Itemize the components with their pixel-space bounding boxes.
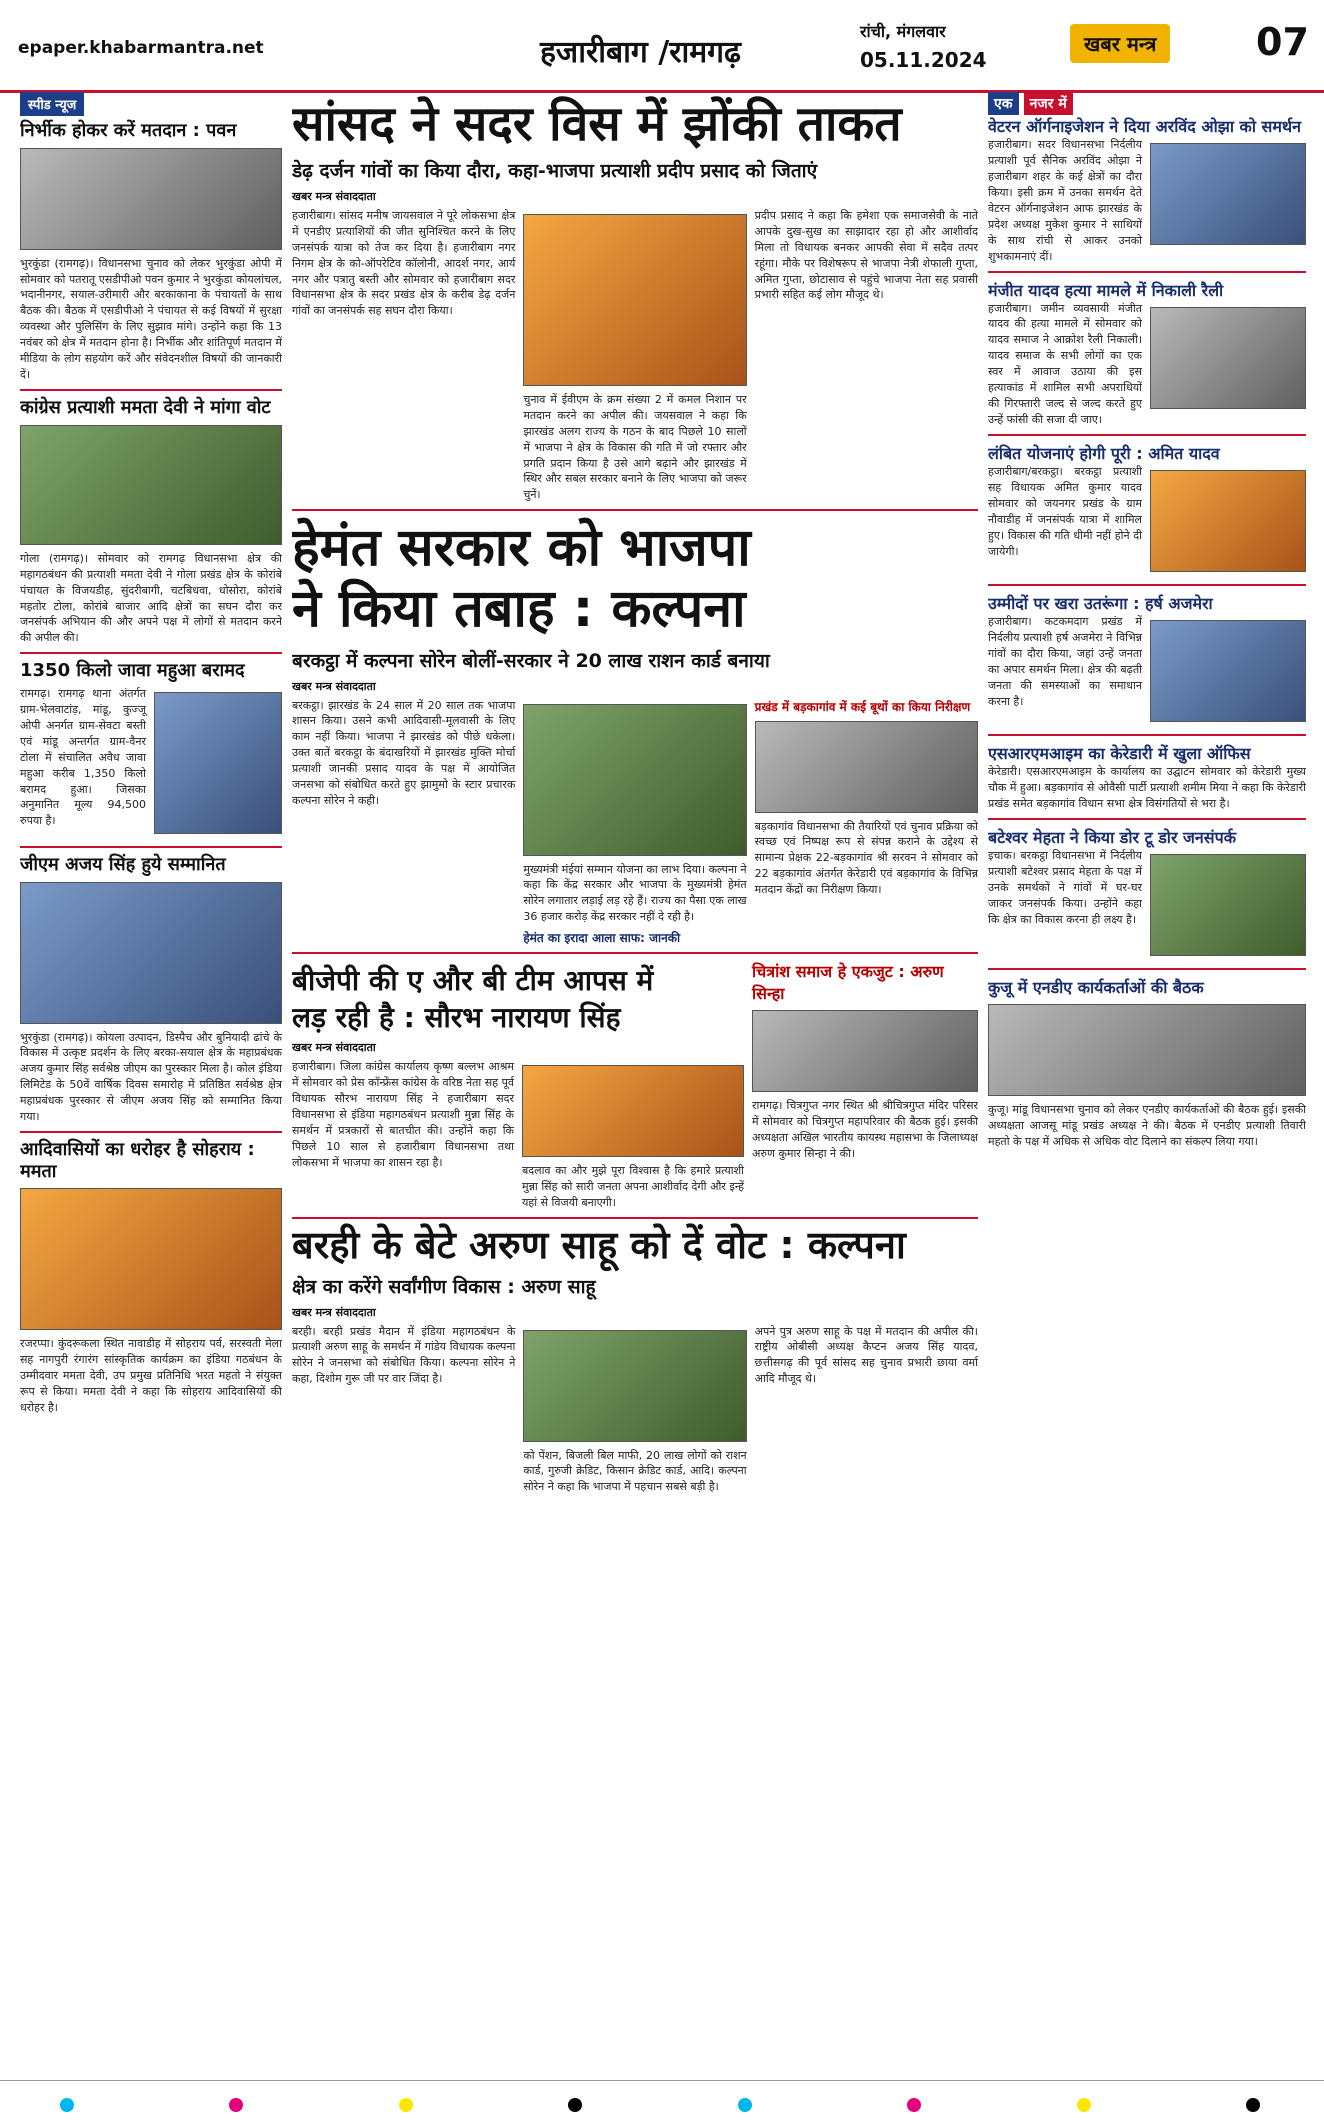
story-body: को पेंशन, बिजली बिल माफी, 20 लाख लोगों को राशन कार्ड, गुरुजी क्रेडिट, किसान क्रेडिट कार्ड, आदि। कल्पना सोरेन ने कहा कि भाजपा में पहचान सबसे बड़ी है। — [523, 1448, 747, 1494]
story-body: चुनाव में ईवीएम के क्रम संख्या 2 में कमल निशान पर मतदान करने का अपील की। जयसवाल ने कहा कि झारखंड अलग राज्य के गठन के बाद पिछले 10 सालों में भाजपा ने क्षेत्र के विकास की गति में जो रफ्तार और प्रगति प्रदान किया है उसे आगे बढ़ाने और झारखंड में स्थिर और सबल सरकार बनाने के लिए भाजपा को जरूर चुनें। — [523, 392, 747, 502]
rally-photo — [523, 1330, 746, 1442]
story-title[interactable]: निर्भीक होकर करें मतदान : पवन — [20, 120, 237, 141]
story-body: इचाक। बरकट्ठा विधानसभा में निर्दलीय प्रत्याशी बटेश्वर प्रसाद मेहता के पक्ष में उनके समर्थकों ने गांवों में घर-घर जाकर जनसंपर्क किया। उन्होंने कहा कि क्षेत्र का विकास करना ही लक्ष्य है। — [988, 848, 1142, 926]
divider — [20, 389, 282, 391]
story-body: रामगढ़। रामगढ़ थाना अंतर्गत ग्राम-भेलवाटांड़, मांडू, कुज्जू ओपी अनर्गत ग्राम-सेवटा बस्ती एवं मांडू अन्तर्गत ग्राम-वैनर टोला में संचालित अवैध जावा महुआ करीब 1,350 किलो बरामद हुआ। जिसका अनुमानित मूल्य 94,500 रुपया है। — [20, 686, 146, 828]
side-story-title[interactable]: चित्रांश समाज हे एकजुट : अरुण सिन्हा — [752, 962, 944, 1004]
story-body: हजारीबाग। सदर विधानसभा निर्दलीय प्रत्याशी पूर्व सैनिक अरविंद ओझा ने हजारीबाग शहर के कई क्षेत्रों का दौरा किया। इसी क्रम में उनका समर्थन देते वेटरन ऑर्गनाइजेशन आफ झारखंड के प्रदेश अध्यक्ष मुकेश कुमार ने साथियों के साथ रांची से आकर उनको शुभकामनाएं दीं। — [988, 138, 1142, 263]
lead-headline[interactable]: सांसद ने सदर विस में झोंकी ताकत — [292, 96, 902, 152]
story-photo — [988, 1004, 1306, 1096]
divider — [20, 1131, 282, 1133]
registration-dot — [229, 2098, 243, 2112]
page-number: 07 — [1256, 20, 1309, 64]
divider — [988, 968, 1306, 970]
story-body: हजारीबाग। जमीन व्यवसायी मंजीत यादव की हत्या मामले में सोमवार को यादव समाज ने आक्रोश रैली निकाली। यादव समाज के सभी लोगों का एक स्वर में आवाज उठाया की इस हत्याकांड में शामिल सभी अपराधियों की गिरफ्तारी जल्द से जल्द करते हुए उन्हें फांसी की सजा दी जाए। — [988, 301, 1142, 427]
story-title[interactable]: कुजू में एनडीए कार्यकर्ताओं की बैठक — [988, 977, 1204, 997]
story-body: अपने पुत्र अरुण साहू के पक्ष में मतदान की अपील की। राष्ट्रीय ओबीसी अध्यक्ष कैप्टन अजय सिंह यादव, छत्तीसगढ़ की पूर्व सांसद सह चुनाव प्रभारी छाया वर्मा आदि मौजूद थे। — [754, 1324, 978, 1386]
registration-dot — [907, 2098, 921, 2112]
press-photo — [522, 1065, 744, 1157]
story-body: रामगढ़। चित्रगुप्त नगर स्थित श्री श्रीचित्रगुप्त मंदिर परिसर में सोमवार को चित्रगुप्त महापरिवार की बैठक हुई। इसकी अध्यक्षता अखिल भारतीय कायस्थ महासभा के जिलाध्यक्ष अरुण कुमार सिन्हा ने की। — [752, 1099, 978, 1161]
subheadline: क्षेत्र का करेंगे सर्वांगीण विकास : अरुण साहू — [292, 1275, 596, 1298]
story-body: बरही। बरही प्रखंड मैदान में इंडिया महागठबंधन के प्रत्याशी अरुण साहू के समर्थन में गांडेय विधायक कल्पना सोरेन ने जनसभा को संबोधित किया। कल्पना सोरेन ने कहा, दिशोम गुरू जी पर वार जिंदा है। — [292, 1324, 516, 1386]
story-title[interactable]: मंजीत यादव हत्या मामले में निकाली रैली — [988, 280, 1224, 300]
left-column — [20, 92, 282, 2072]
story-photo — [20, 425, 282, 545]
story-body: हजारीबाग। सांसद मनीष जायसवाल ने पूरे लोकसभा क्षेत्र में एनडीए प्रत्याशियों की जीत सुनिश्चित करने के लिए जनसंपर्क यात्रा को तेज कर दिया है। हजारीबाग नगर निगम क्षेत्र के को-ऑपरेटिव कॉलोनी, आदर्श नगर, आर्य नगर और पत्रातु बस्ती और सोमवार को हजारीबाग सदर विधानसभा क्षेत्र के सदर प्रखंड क्षेत्र के करीब डेढ़ दर्जन गांवों का जनसंपर्क सह सघन दौरा किया। — [292, 208, 516, 318]
middle-column — [292, 92, 978, 2072]
story-title[interactable]: बटेश्वर मेहता ने किया डोर टू डोर जनसंपर्क — [988, 827, 1237, 847]
section-title: हजारीबाग /रामगढ़ — [540, 35, 741, 70]
divider — [988, 271, 1306, 273]
story-body: हजारीबाग। कटकमदाग प्रखंड में निर्दलीय प्रत्याशी हर्ष अजमेरा ने विभिन्न गांवों का दौरा किया, जहां उन्हें जनता का अपार समर्थन मिला। क्षेत्र की बढ़ती जनता की समस्याओं का समाधान करना है। — [988, 615, 1142, 708]
headline-line2[interactable]: लड़ रही है : सौरभ नारायण सिंह — [292, 1001, 621, 1035]
story-body: प्रदीप प्रसाद ने कहा कि हमेशा एक समाजसेवी के नाते आपके दुख-सुख का साझादार रहा हो और आशीर्वाद मिला तो विधायक बनकर आपकी सेवा में सदैव तत्पर रहूंगा। मौके पर विशेषरूप से भाजपा नेत्री शेफाली गुप्ता, अमित गुप्ता, छोटासाव से पहुंचे भाजपा नेता सह प्रवासी प्रभारी सहित कई लोग मौजूद थे। — [754, 208, 978, 302]
story-photo — [1150, 307, 1306, 409]
story-body: हजारीबाग/बरकट्ठा। बरकट्ठा प्रत्याशी सह विधायक अमित कुमार यादव सोमवार को जयनगर प्रखंड के ग्राम नौवाडीह में जनसंपर्क यात्रा में शामिल हुए। विकास की गति धीमी नहीं होने दी जायेगी। — [988, 465, 1142, 558]
brand-logo: खबर मन्त्र — [1070, 24, 1170, 63]
subheadline: बरकट्ठा में कल्पना सोरेन बोलीं-सरकार ने 20 लाख राशन कार्ड बनाया — [292, 649, 770, 672]
headline-line2[interactable]: ने किया तबाह : कल्पना — [292, 578, 746, 639]
story-title[interactable]: लंबित योजनाएं होगी पूरी : अमित यादव — [988, 444, 1220, 463]
story-body: बरकट्ठा। झारखंड के 24 साल में 20 साल तक भाजपा शासन किया। उसने कभी आदिवासी-मूलवासी के लिए काम नहीं किया। भाजपा ने झारखंड को पीछे धकेला। उक्त बातें बरकट्ठा के बंदाखरियों में झारखंड मुक्ति मोर्चा प्रत्याशी जानकी प्रसाद यादव के पक्ष में आयोजित जनसभा को संबोधित करते हुए झामुमो के स्टार प्रचारक कल्पना सोरेन ने कही। — [292, 698, 516, 808]
divider — [988, 818, 1306, 820]
story-photo — [1150, 620, 1306, 722]
lead-subheadline: डेढ़ दर्जन गांवों का किया दौरा, कहा-भाजपा प्रत्याशी प्रदीप प्रसाद को जिताएं — [292, 159, 818, 182]
story-body: भुरकुंडा (रामगढ़)। कोयला उत्पादन, डिस्पैच और बुनियादी ढांचे के विकास में उत्कृष्ट प्रदर्शन के लिए बरका-सयाल क्षेत्र के महाप्रबंधक अजय कुमार सिंह सर्वश्रेष्ठ जीएम का पुरस्कार मिला है। कोल इंडिया लिमिटेड के 50वें वार्षिक दिवस समारोह में प्रतिष्ठित सर्वश्रेष्ठ क्षेत्र महाप्रबंधक पुरस्कार से जीएम अजय सिंह को सम्मानित किया गया। — [20, 1030, 282, 1124]
right-column — [988, 92, 1306, 2072]
story-body: भुरकुंडा (रामगढ़)। विधानसभा चुनाव को लेकर भुरकुंडा ओपी में सोमवार को पतरातू एसडीपीओ पवन कुमार ने भुरकुंडा कोयलांचल, भदानीनगर, सयाल-उरीमारी और बरकाकाना के पंचायतों के साथ बैठक की। बैठक में एसडीपीओ ने पंचायत से कई विषयों में सुरक्षा व्यवस्था और पुलिसिंग के लिए सुझाव मांगे। उन्होंने कहा कि 13 नवंबर को क्षेत्र में मतदान होना है। निर्भीक और शांतिपूर्ण मतदान में मीडिया के लोग सहयोग करें और संवेदनशील विषयों की जानकारी दें। — [20, 256, 282, 382]
story-photo — [20, 882, 282, 1024]
story-title[interactable]: जीएम अजय सिंह हुये सम्मानित — [20, 853, 226, 875]
registration-dot — [1077, 2098, 1091, 2112]
byline: खबर मन्त्र संवाददाता — [292, 1305, 376, 1319]
story-body: हजारीबाग। जिला कांग्रेस कार्यालय कृष्ण बल्लभ आश्रम में सोमवार को प्रेस कॉन्फ्रेंस कांग्रेस के वरिष्ठ नेता सह पूर्व विधायक सौरभ नारायण सिंह ने हजारीबाग सदर विधानसभा से इंडिया महागठबंधन प्रत्याशी मुन्ना सिंह के समर्थन में प्रत्रकारों से बातचीत की। उन्होंने कहा कि पिछले 10 साल से हजारीबाग विधानसभा तथा लोकसभा में भाजपा का शासन रहा है। — [292, 1059, 514, 1169]
divider — [292, 1217, 978, 1219]
registration-dot — [1246, 2098, 1260, 2112]
story-photo — [1150, 143, 1306, 245]
headline-line1[interactable]: बीजेपी की ए और बी टीम आपस में — [292, 964, 654, 998]
byline: खबर मन्त्र संवाददाता — [292, 1040, 376, 1054]
story-title[interactable]: 1350 किलो जावा महुआ बरामद — [20, 660, 245, 682]
story-body: केरेडारी। एसआरएमआइम के कार्यालय का उद्घाटन सोमवार को केरेडारी मुख्य चौक में हुआ। बड़कागांव से ओवैसी पार्टी प्रत्याशी शमीम मिया ने कहा कि केरेडारी प्रखंड समेत बड़कागांव विधान सभा क्षेत्र विसंगतियों से भरा है। — [988, 765, 1306, 810]
divider — [988, 734, 1306, 736]
byline: खबर मन्त्र संवाददाता — [292, 189, 376, 203]
divider — [292, 952, 978, 954]
at-a-glance-header — [988, 92, 1306, 115]
site-url[interactable]: epaper.khabarmantra.net — [18, 38, 264, 58]
headline-line1[interactable]: हेमंत सरकार को भाजपा — [292, 518, 751, 579]
divider — [20, 846, 282, 848]
edition-date: 05.11.2024 — [860, 48, 987, 72]
story-body: बदलाव का और मुझे पूरा विश्वास है कि हमारे प्रत्याशी मुन्ना सिंह को सारी जनता अपना आशीर्वाद देगी और इन्हें यहां से विजयी बनाएगी। — [522, 1163, 744, 1209]
divider — [988, 584, 1306, 586]
divider — [988, 434, 1306, 436]
registration-dot — [399, 2098, 413, 2112]
story-body: गोला (रामगढ़)। सोमवार को रामगढ़ विधानसभा क्षेत्र की महागठबंधन की प्रत्याशी ममता देवी ने गोला प्रखंड क्षेत्र के कोरांबे पंचायत के विजयडीह, सुंदरीबागी, चटबिधवा, धोसोरा, कोरांबे महतोर टोला, कोरांबे बाजार आदि क्षेत्रों का सघन दौरा कर जनसंपर्क अभियान की और अपने पक्ष में लोगों से मतदान करने की अपील की। — [20, 551, 282, 645]
registration-dot — [60, 2098, 74, 2112]
kicker-ek: एक — [988, 92, 1019, 115]
side-story-photo — [755, 721, 978, 813]
story-title[interactable]: आदिवासियों का धरोहर है सोहराय : ममता — [20, 1139, 255, 1182]
divider — [292, 509, 978, 511]
story-title[interactable]: एसआरएमआइम का केरेडारी में खुला ऑफिस — [988, 744, 1251, 763]
city-day: रांची, मंगलवार — [860, 22, 946, 41]
side-story-title[interactable]: प्रखंड में बड़कागांव में कई बूथों का किया निरीक्षण — [754, 699, 971, 714]
story-photo — [20, 1188, 282, 1330]
story-title[interactable]: उम्मीदों पर खरा उतरूंगा : हर्ष अजमेरा — [988, 594, 1213, 613]
inset-title: हेमंत का इरादा आला साफ: जानकी — [523, 931, 681, 946]
story-photo — [1150, 854, 1306, 956]
story-title[interactable]: वेटरन ऑर्गनाइजेशन ने दिया अरविंद ओझा को समर्थन — [988, 117, 1302, 136]
lead-photo — [523, 214, 746, 386]
story-body: मुख्यमंत्री मंईयां सम्मान योजना का लाभ दिया। कल्पना ने कहा कि केंद्र सरकार और भाजपा के मुख्यमंत्री हेमंत सोरेन लगातार लड़ाई लड़ रहे हैं। राज्य का पैसा एक लाख 36 हजार करोड़ केंद्र सरकार नहीं दे रही है। — [523, 862, 747, 924]
divider — [20, 652, 282, 654]
kicker-nazar: नजर में — [1024, 92, 1073, 115]
story-photo — [20, 148, 282, 250]
masthead — [0, 0, 1324, 93]
story-body: कुजू। मांडू विधानसभा चुनाव को लेकर एनडीए कार्यकर्ताओं की बैठक हुई। इसकी अध्यक्षता आजसू मांडू प्रखंड अध्यक्ष ने की। बैठक में एनडीए प्रत्याशी तिवारी महतो के पक्ष में अधिक से अधिक वोट दिलाने का संकल्प लिया गया। — [988, 1102, 1306, 1148]
story-title[interactable]: कांग्रेस प्रत्याशी ममता देवी ने मांगा वोट — [20, 397, 271, 419]
headline[interactable]: बरही के बेटे अरुण साहू को दें वोट : कल्पना — [292, 1222, 906, 1267]
byline: खबर मन्त्र संवाददाता — [292, 679, 376, 693]
side-story-photo — [752, 1010, 978, 1092]
registration-marks — [60, 2098, 1260, 2112]
rally-photo — [523, 704, 746, 856]
registration-dot — [738, 2098, 752, 2112]
story-photo — [154, 692, 282, 834]
story-body: बड़कागांव विधानसभा की तैयारियों एवं चुनाव प्रक्रिया को स्वच्छ एवं निष्पक्ष रूप से संपन्न कराने के उद्देश्य से सामान्य प्रेक्षक 22-बड़कागांव श्री सरवन ने सोमवार को 22 बड़कागांव अंतर्गत केरेडारी एवं बड़कागांव के विभिन्न मतदान केंद्रों का निरीक्षण किया। — [754, 819, 978, 897]
story-body: रजरप्पा। कुंदरूकला स्थित नावाडीह में सोहराय पर्व, सरस्वती मेला सह नागपुरी रंगारंग सांस्कृतिक कार्यक्रम का इंडिया गठबंधन के उम्मीदवार ममता देवी, उप प्रमुख प्रतिनिधि भरत महतो ने संयुक्त रूप से किया। ममता देवी ने कहा कि सोहराय आदिवासियों की धरोहर है। — [20, 1337, 282, 1415]
registration-dot — [568, 2098, 582, 2112]
speed-news-banner: स्पीड न्यूज — [20, 92, 84, 116]
story-photo — [1150, 470, 1306, 572]
